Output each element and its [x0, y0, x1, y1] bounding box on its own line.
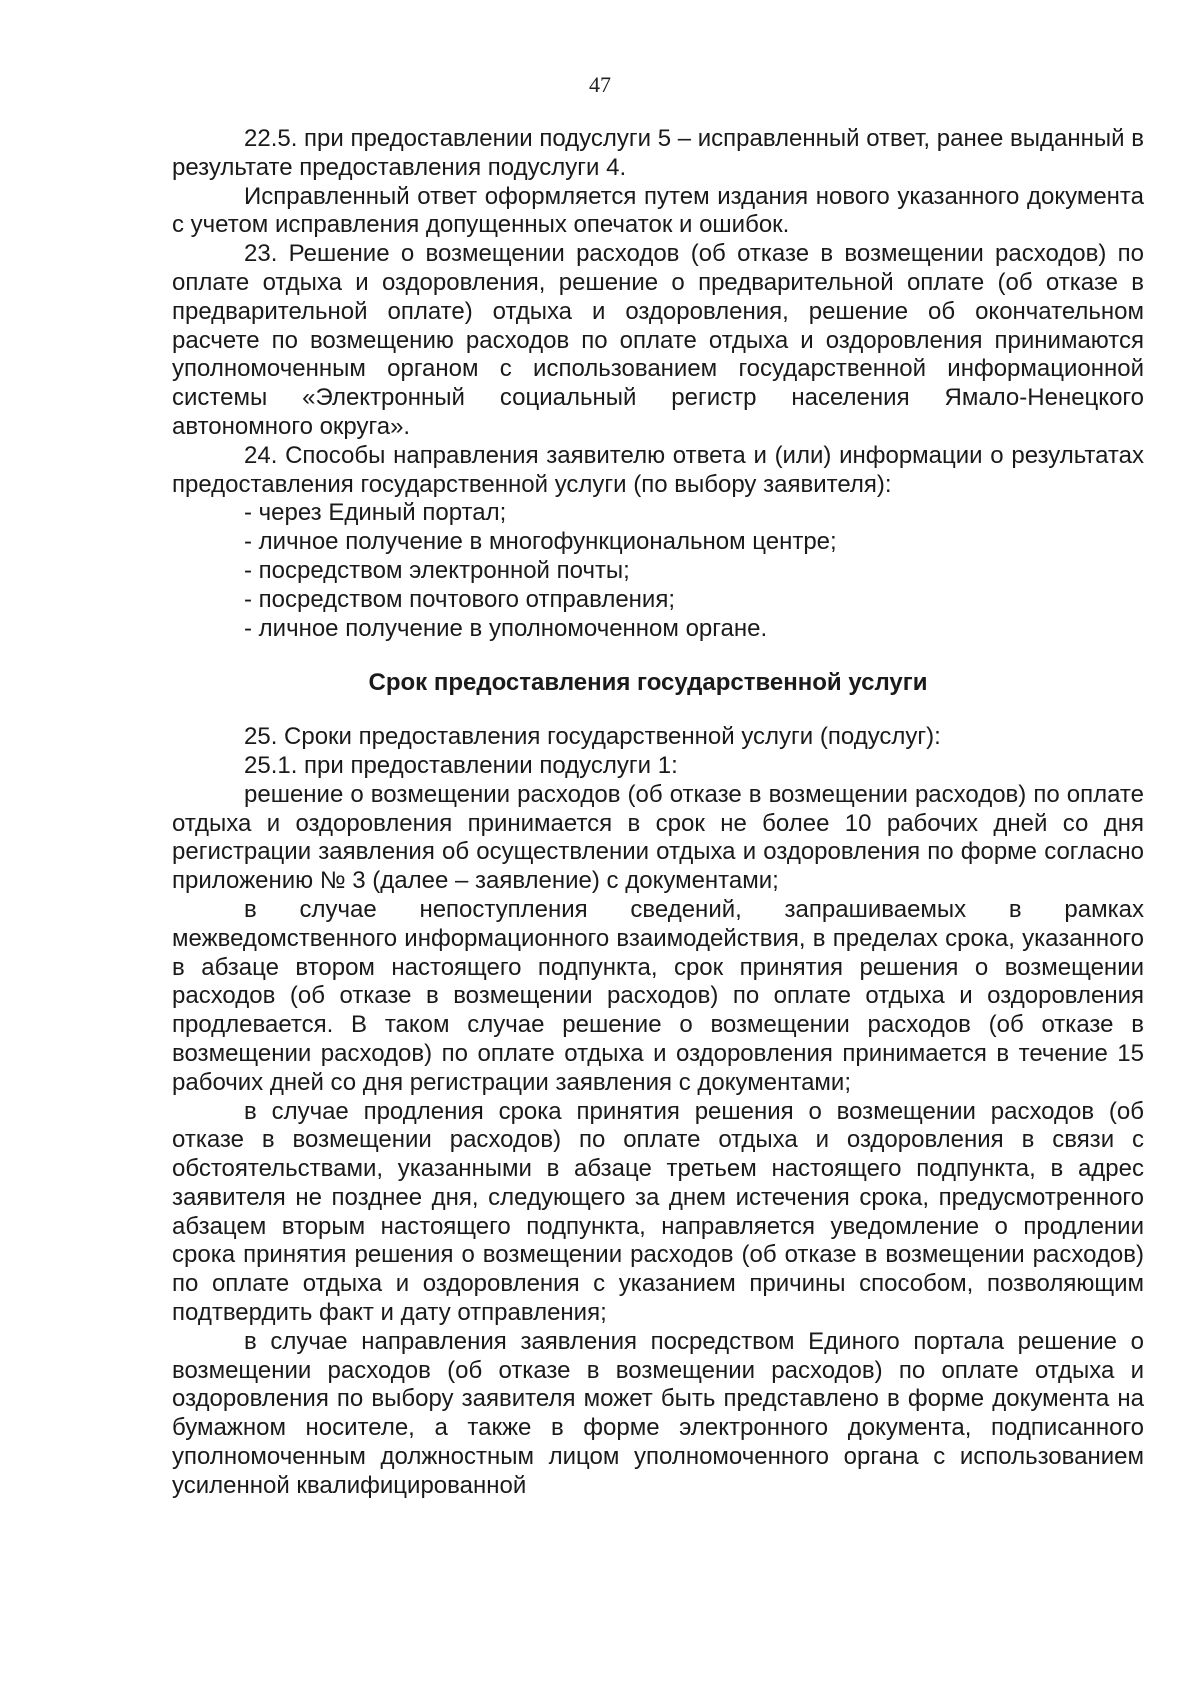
list-item: - посредством почтового отправления; — [244, 585, 676, 613]
list-item: - через Единый портал; — [244, 499, 507, 527]
document-body — [172, 125, 1144, 1501]
paragraph-22-5: 22.5. при предоставлении подуслуги 5 – исправленный ответ, ранее выданный в результате предоставления подуслуги 4. — [172, 125, 1144, 181]
paragraph-portal-submission: в случае направления заявления посредством Единого портала решение о возмещении расходов (об отказе в возмещении расходов) по оплате отдыха и оздоровления по выбору заявителя может быть представлено в форме документа на бумажном носителе, а также в форме электронного документа, подписанного уполномоченным должностным лицом уполномоченного органа с использованием усиленной квалифицированной — [172, 1327, 1144, 1499]
paragraph-25: 25. Сроки предоставления государственной услуги (подуслуг): — [244, 723, 941, 751]
paragraph-extension-notice: в случае продления срока принятия решения о возмещении расходов (об отказе в возмещении расходов) по оплате отдыха и оздоровления в связи с обстоятельствами, указанными в абзаце третьем настоящего подпункта, в адрес заявителя не позднее дня, следующего за днем истечения срока, предусмотренного абзацем вторым настоящего подпункта, направляется уведомление о продлении срока принятия решения о возмещении расходов (об отказе в возмещении расходов) по оплате отдыха и оздоровления с указанием причины способом, позволяющим подтвердить факт и дату отправления; — [172, 1097, 1144, 1327]
paragraph-corrected-answer: Исправленный ответ оформляется путем издания нового указанного документа с учетом исправления допущенных опечаток и ошибок. — [172, 182, 1144, 239]
paragraph-non-receipt: в случае непоступления сведений, запрашиваемых в рамках межведомственного информационного взаимодействия, в пределах срока, указанного в абзаце втором настоящего подпункта, срок принятия решения о возмещении расходов (об отказе в возмещении расходов) по оплате отдыха и оздоровления продлевается. В таком случае решение о возмещении расходов (об отказе в возмещении расходов) по оплате отдыха и оздоровления принимается в течение 15 рабочих дней со дня регистрации заявления с документами; — [172, 895, 1144, 1096]
page-number: 47 — [589, 72, 611, 97]
paragraph-23: 23. Решение о возмещении расходов (об отказе в возмещении расходов) по оплате отдыха и оздоровления, решение о предварительной оплате (об отказе в предварительной оплате) отдыха и оздоровления, решение об окончательном расчете по возмещению расходов по оплате отдыха и оздоровления принимаются уполномоченным органом с использованием государственной информационной системы «Электронный социальный регистр населения Ямало-Ненецкого автономного округа». — [172, 240, 1144, 440]
paragraph-24: 24. Способы направления заявителю ответа и (или) информации о результатах предоставления государственной услуги (по выбору заявителя): — [172, 441, 1144, 498]
list-item: - личное получение в многофункциональном центре; — [244, 528, 837, 556]
list-item: - посредством электронной почты; — [244, 556, 630, 584]
paragraph-decision-term: решение о возмещении расходов (об отказе в возмещении расходов) по оплате отдыха и оздоровления принимается в срок не более 10 рабочих дней со дня регистрации заявления об осуществлении отдыха и оздоровления по форме согласно приложению № 3 (далее – заявление) с документами; — [172, 780, 1144, 895]
delivery-methods-list — [172, 499, 1144, 643]
list-item: - личное получение в уполномоченном органе. — [244, 614, 768, 642]
paragraph-25-1: 25.1. при предоставлении подуслуги 1: — [244, 751, 678, 779]
section-heading: Срок предоставления государственной услуги — [368, 669, 928, 697]
